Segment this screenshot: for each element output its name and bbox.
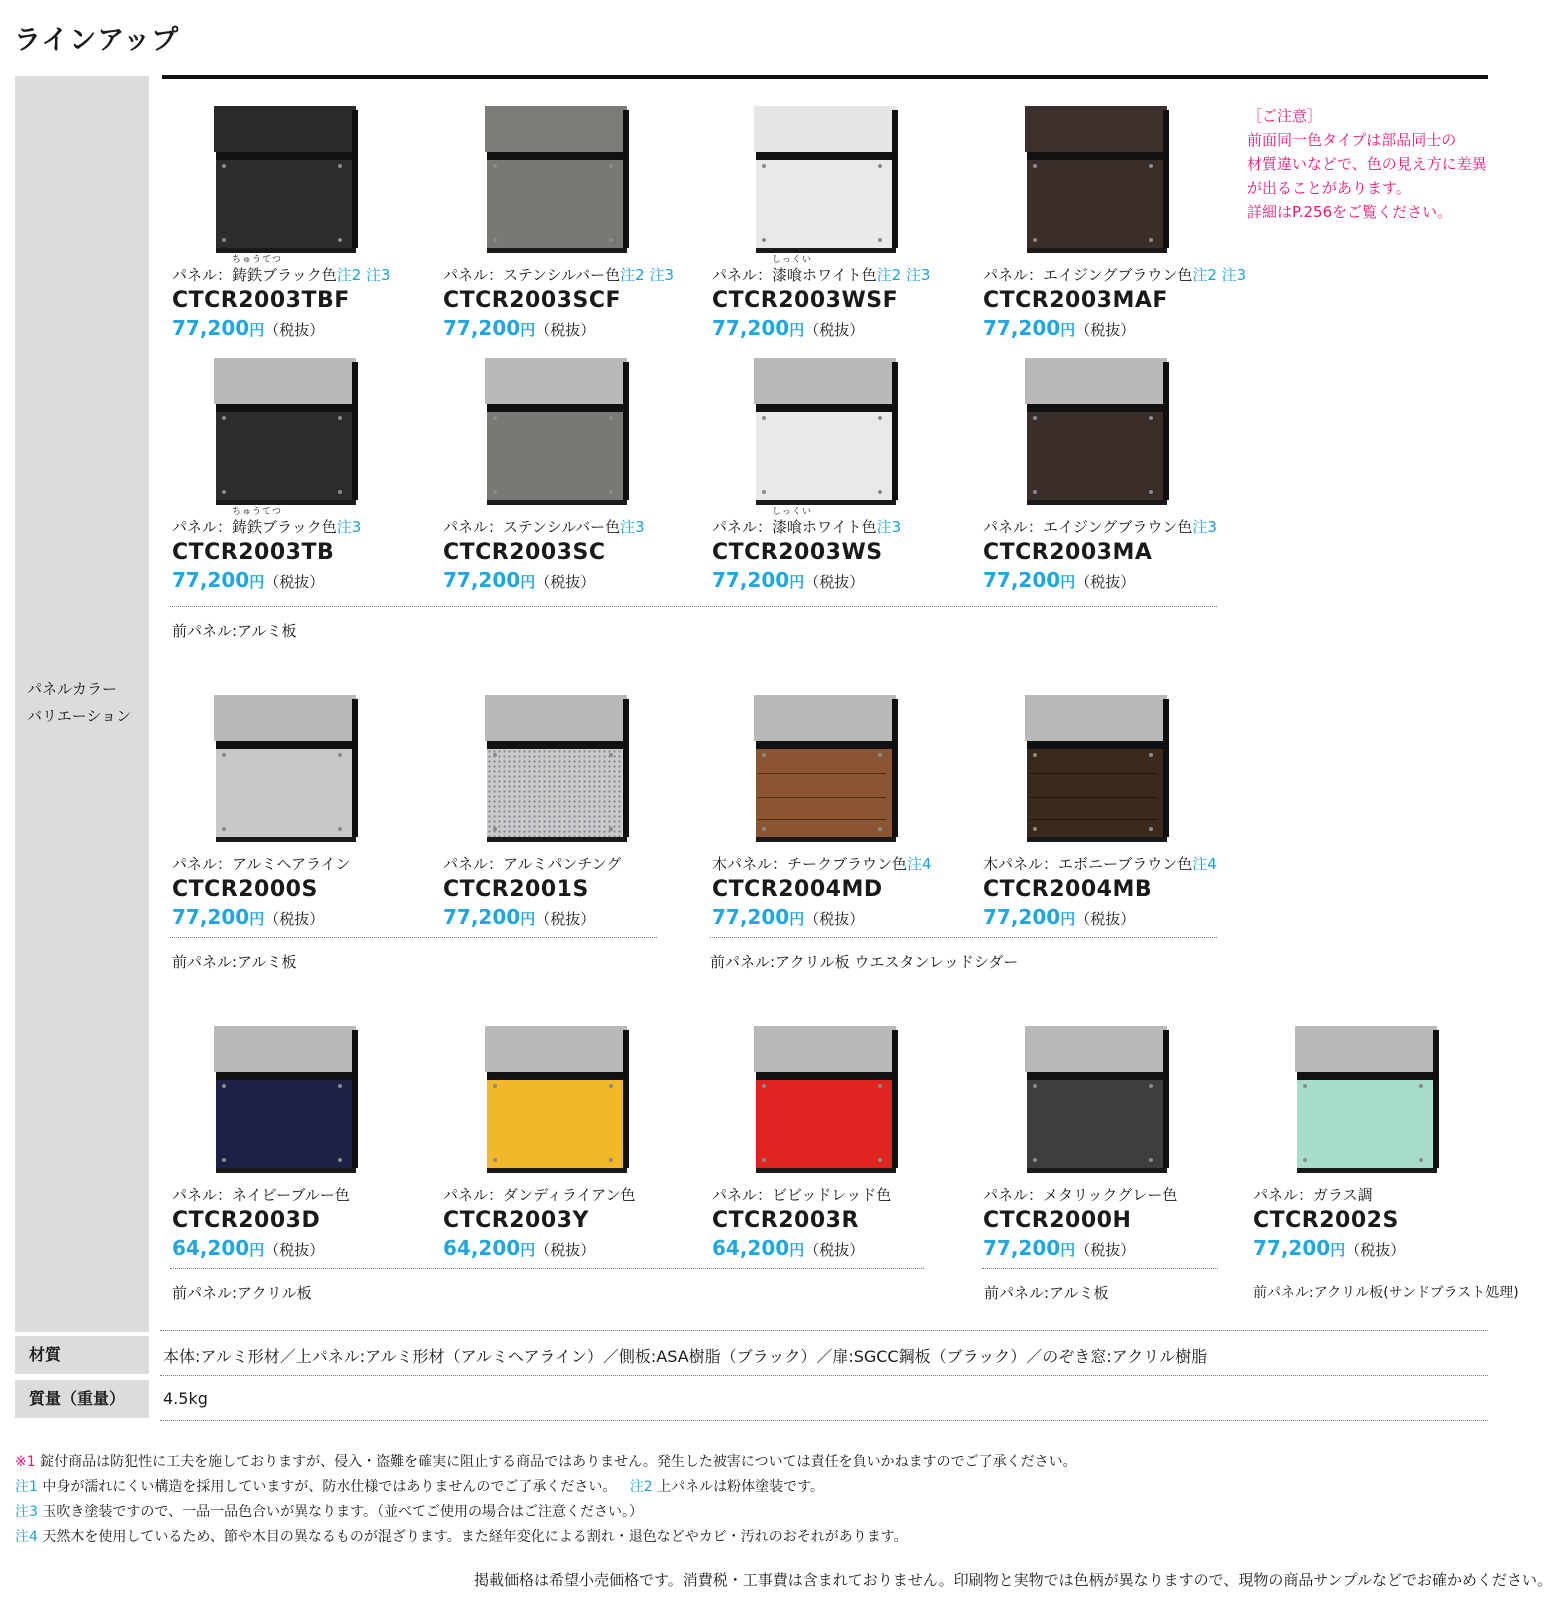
mail-slot	[756, 741, 896, 749]
mail-slot	[216, 1072, 356, 1080]
product-code: CTCR2003R	[712, 1208, 859, 1233]
screw	[1149, 416, 1153, 420]
mailbox-side	[892, 1030, 898, 1168]
screw	[222, 490, 226, 494]
product-code: CTCR2003WS	[712, 540, 883, 565]
panel-label: パネル：ガラス調	[1253, 1186, 1373, 1204]
mailbox-side	[623, 699, 629, 837]
screw	[1303, 1158, 1307, 1162]
mailbox-base	[487, 1168, 627, 1173]
screw	[338, 490, 342, 494]
product-price: 77,200円（税抜）	[172, 568, 325, 592]
note-ref: 注4	[1192, 855, 1217, 873]
mailbox-front-panel	[756, 160, 896, 248]
screw	[493, 416, 497, 420]
screw	[609, 753, 613, 757]
mailbox-top-panel	[214, 695, 356, 741]
mailbox-image	[214, 358, 358, 506]
panel-label: パネル：エイジングブラウン色注2 注3	[983, 266, 1247, 284]
mailbox-side	[892, 362, 898, 500]
product-price: 77,200円（税抜）	[712, 905, 865, 929]
material-value: 本体:アルミ形材／上パネル:アルミ形材（アルミヘアライン）／側板:ASA樹脂（ブラック）／扉:SGCC鋼板（ブラック）／のぞき窓:アクリル樹脂	[163, 1347, 1208, 1366]
screw	[493, 1084, 497, 1088]
screw	[762, 164, 766, 168]
mailbox-side	[1163, 699, 1169, 837]
screw	[1149, 164, 1153, 168]
mailbox-front-panel	[487, 412, 627, 500]
screw	[762, 238, 766, 242]
mail-slot	[756, 1072, 896, 1080]
product-code: CTCR2003SCF	[443, 288, 621, 313]
panel-label: パネル： ちゅうてつ 鋳鉄ブラック色注2 注3	[172, 255, 391, 284]
screw	[1149, 490, 1153, 494]
mail-slot	[216, 404, 356, 412]
product-price: 77,200円（税抜）	[983, 568, 1136, 592]
weight-value: 4.5kg	[163, 1389, 208, 1408]
mailbox-side	[352, 110, 358, 248]
product-code: CTCR2003D	[172, 1208, 321, 1233]
screw	[493, 753, 497, 757]
mailbox-top-panel	[1025, 358, 1167, 404]
mailbox-base	[1027, 248, 1167, 253]
mailbox-base	[756, 1168, 896, 1173]
screw	[762, 1158, 766, 1162]
mailbox-side	[892, 110, 898, 248]
screw	[1419, 1158, 1423, 1162]
product-price: 77,200円（税抜）	[983, 905, 1136, 929]
screw	[878, 827, 882, 831]
mailbox-top-panel	[1295, 1026, 1437, 1072]
mailbox-front-panel	[487, 1080, 627, 1168]
note-ref: 注3	[336, 518, 362, 536]
screw	[1033, 238, 1037, 242]
mailbox-image	[754, 695, 898, 843]
screw	[1033, 490, 1037, 494]
product-code: CTCR2003MA	[983, 540, 1153, 565]
mailbox-front-panel	[756, 749, 896, 837]
screw	[609, 1084, 613, 1088]
subnote-row4a: 前パネル:アクリル板	[172, 1284, 312, 1302]
panel-label: パネル：ビビッドレッド色	[712, 1186, 892, 1204]
product-code: CTCR2002S	[1253, 1208, 1399, 1233]
weight-label: 質量（重量）	[15, 1380, 149, 1418]
product-code: CTCR2003TB	[172, 540, 335, 565]
screw	[1419, 1084, 1423, 1088]
mailbox-base	[216, 1168, 356, 1173]
product-price: 64,200円（税抜）	[172, 1236, 325, 1260]
mailbox-image	[1025, 106, 1169, 254]
mailbox-base	[487, 248, 627, 253]
mailbox-image	[1295, 1026, 1439, 1174]
subnote-row3b: 前パネル:アクリル板 ウエスタンレッドシダー	[710, 953, 1019, 971]
disclaimer: 掲載価格は希望小売価格です。消費税・工事費は含まれておりません。印刷物と実物では色柄が異なりますので、現物の商品サンプルなどでお確かめください。	[473, 1571, 1552, 1589]
ruby-word: ちゅうてつ 鋳鉄	[232, 507, 283, 536]
mailbox-side	[892, 699, 898, 837]
mail-slot	[487, 1072, 627, 1080]
wood-plank-line	[758, 773, 886, 774]
mailbox-base	[487, 837, 627, 842]
product-code: CTCR2003Y	[443, 1208, 589, 1233]
caution-note: ［ご注意］ 前面同一色タイプは部品同士の 材質違いなどで、色の見え方に差異 が出ることがあります。 詳細はP.256をご覧ください。	[1247, 107, 1487, 221]
mailbox-image	[485, 358, 629, 506]
screw	[338, 753, 342, 757]
mailbox-front-panel	[216, 1080, 356, 1168]
screw	[222, 416, 226, 420]
mailbox-side	[623, 1030, 629, 1168]
mailbox-image	[485, 695, 629, 843]
screw	[609, 164, 613, 168]
screw	[1033, 164, 1037, 168]
screw	[762, 1084, 766, 1088]
screw	[762, 416, 766, 420]
panel-label: パネル： しっくい 漆喰ホワイト色注3	[712, 507, 902, 536]
screw	[338, 238, 342, 242]
screw	[762, 827, 766, 831]
ruby-word: ちゅうてつ 鋳鉄	[232, 255, 283, 284]
note-ref: 注4	[907, 855, 932, 873]
screw	[222, 753, 226, 757]
mailbox-side	[1433, 1030, 1439, 1168]
screw	[762, 753, 766, 757]
mailbox-side	[623, 110, 629, 248]
screw	[1149, 1084, 1153, 1088]
mailbox-image	[214, 695, 358, 843]
panel-label: パネル：ステンシルバー色注3	[443, 518, 645, 536]
screw	[609, 416, 613, 420]
mailbox-top-panel	[214, 358, 356, 404]
footnote-1: ※1 錠付商品は防犯性に工夫を施しておりますが、侵入・盗難を確実に阻止する商品ではありません。発生した被害については責任を負いかねますのでご了承ください。	[15, 1454, 1077, 1470]
screw	[1149, 753, 1153, 757]
product-price: 77,200円（税抜）	[443, 568, 596, 592]
screw	[222, 1158, 226, 1162]
mail-slot	[487, 404, 627, 412]
wood-plank-line	[1029, 819, 1157, 820]
mailbox-front-panel	[756, 412, 896, 500]
mail-slot	[1297, 1072, 1437, 1080]
panel-label: パネル：アルミヘアライン	[172, 855, 351, 873]
panel-label: パネル：エイジングブラウン色注3	[983, 518, 1217, 536]
subnote-row4b: 前パネル:アルミ板	[984, 1284, 1109, 1302]
wood-plank-line	[1029, 797, 1157, 798]
footnote-2: 注1 中身が濡れにくい構造を採用していますが、防水仕様ではありませんのでご了承ください。 注2 上パネルは粉体塗装です。	[15, 1479, 824, 1495]
screw	[493, 164, 497, 168]
product-price: 77,200円（税抜）	[172, 905, 325, 929]
screw	[338, 1158, 342, 1162]
product-price: 77,200円（税抜）	[983, 1236, 1136, 1260]
mailbox-front-panel	[1027, 160, 1167, 248]
mailbox-side	[352, 1030, 358, 1168]
screw	[609, 238, 613, 242]
side-label: パネルカラー バリエーション	[27, 680, 132, 725]
screw	[338, 827, 342, 831]
mailbox-image	[754, 358, 898, 506]
product-code: CTCR2003WSF	[712, 288, 899, 313]
mailbox-base	[1297, 1168, 1437, 1173]
separator	[160, 1420, 1488, 1421]
note-ref: 注3	[1192, 518, 1217, 536]
panel-label: パネル： ちゅうてつ 鋳鉄ブラック色注3	[172, 507, 362, 536]
mailbox-top-panel	[214, 106, 356, 152]
subnote-row4c: 前パネル:アクリル板(サンドブラスト処理)	[1253, 1285, 1519, 1301]
mailbox-front-panel	[1027, 749, 1167, 837]
screw	[762, 490, 766, 494]
separator	[982, 1268, 1218, 1269]
mailbox-top-panel	[754, 358, 896, 404]
screw	[1033, 827, 1037, 831]
product-code: CTCR2004MD	[712, 877, 883, 902]
note-ref: 注3	[876, 518, 902, 536]
product-code: CTCR2003MAF	[983, 288, 1168, 313]
screw	[1149, 1158, 1153, 1162]
mailbox-image	[485, 1026, 629, 1174]
screw	[1033, 416, 1037, 420]
panel-label: パネル： しっくい 漆喰ホワイト色注2 注3	[712, 255, 931, 284]
mailbox-top-panel	[754, 1026, 896, 1072]
mailbox-image	[214, 106, 358, 254]
screw	[609, 827, 613, 831]
mailbox-image	[1025, 695, 1169, 843]
separator	[170, 937, 657, 938]
note-ref: 注2 注3	[620, 266, 675, 284]
screw	[493, 490, 497, 494]
top-rule	[162, 75, 1488, 79]
panel-label: 木パネル：チークブラウン色注4	[712, 855, 932, 873]
wood-plank-line	[1029, 773, 1157, 774]
separator	[170, 1268, 924, 1269]
mailbox-image	[754, 1026, 898, 1174]
page-title: ラインアップ	[14, 25, 180, 56]
subnote-row2: 前パネル:アルミ板	[172, 622, 297, 640]
screw	[1033, 753, 1037, 757]
subnote-row3a: 前パネル:アルミ板	[172, 953, 297, 971]
mailbox-top-panel	[1025, 695, 1167, 741]
panel-label: パネル：ステンシルバー色注2 注3	[443, 266, 675, 284]
mail-slot	[487, 741, 627, 749]
mailbox-front-panel	[756, 1080, 896, 1168]
screw	[222, 164, 226, 168]
product-price: 77,200円（税抜）	[712, 316, 865, 340]
mailbox-front-panel	[487, 160, 627, 248]
screw	[1149, 827, 1153, 831]
mail-slot	[756, 404, 896, 412]
mailbox-side	[623, 362, 629, 500]
wood-plank-line	[758, 819, 886, 820]
mailbox-front-panel	[1027, 1080, 1167, 1168]
product-code: CTCR2001S	[443, 877, 589, 902]
note-ref: 注2 注3	[876, 266, 931, 284]
mailbox-top-panel	[754, 695, 896, 741]
product-price: 64,200円（税抜）	[712, 1236, 865, 1260]
mailbox-top-panel	[1025, 1026, 1167, 1072]
mailbox-front-panel	[487, 749, 627, 837]
mail-slot	[487, 152, 627, 160]
note-ref: 注3	[620, 518, 645, 536]
screw	[878, 1158, 882, 1162]
mailbox-top-panel	[214, 1026, 356, 1072]
mailbox-side	[352, 362, 358, 500]
screw	[878, 164, 882, 168]
screw	[1033, 1084, 1037, 1088]
mail-slot	[216, 152, 356, 160]
footnote-3: 注3 玉吹き塗装ですので、一品一品色合いが異なります。（並べてご使用の場合はご注意ください。）	[15, 1504, 643, 1520]
product-code: CTCR2000H	[983, 1208, 1132, 1233]
mailbox-front-panel	[1297, 1080, 1437, 1168]
mailbox-image	[214, 1026, 358, 1174]
screw	[222, 827, 226, 831]
screw	[222, 238, 226, 242]
screw	[1303, 1084, 1307, 1088]
mailbox-image	[754, 106, 898, 254]
separator	[170, 606, 1217, 607]
mailbox-front-panel	[216, 160, 356, 248]
panel-label: 木パネル：エボニーブラウン色注4	[983, 855, 1217, 873]
screw	[338, 164, 342, 168]
screw	[609, 1158, 613, 1162]
wood-plank-line	[758, 797, 886, 798]
mail-slot	[1027, 152, 1167, 160]
screw	[1149, 238, 1153, 242]
mailbox-side	[352, 699, 358, 837]
note-ref: 注2 注3	[336, 266, 391, 284]
mailbox-base	[1027, 837, 1167, 842]
mailbox-side	[1163, 110, 1169, 248]
separator	[710, 937, 1217, 938]
screw	[609, 490, 613, 494]
screw	[493, 827, 497, 831]
screw	[878, 753, 882, 757]
screw	[493, 238, 497, 242]
screw	[878, 238, 882, 242]
mail-slot	[756, 152, 896, 160]
mailbox-front-panel	[1027, 412, 1167, 500]
mail-slot	[1027, 1072, 1167, 1080]
mailbox-base	[216, 837, 356, 842]
product-code: CTCR2000S	[172, 877, 318, 902]
mailbox-top-panel	[485, 1026, 627, 1072]
product-price: 77,200円（税抜）	[443, 905, 596, 929]
screw	[338, 1084, 342, 1088]
product-price: 64,200円（税抜）	[443, 1236, 596, 1260]
mailbox-side	[1163, 362, 1169, 500]
mailbox-front-panel	[216, 412, 356, 500]
mailbox-image	[485, 106, 629, 254]
note-ref: 注2 注3	[1192, 266, 1247, 284]
product-price: 77,200円（税抜）	[712, 568, 865, 592]
screw	[878, 490, 882, 494]
mailbox-top-panel	[485, 106, 627, 152]
panel-label: パネル：ネイビーブルー色	[172, 1186, 350, 1204]
mail-slot	[1027, 404, 1167, 412]
mailbox-image	[1025, 358, 1169, 506]
mailbox-base	[756, 837, 896, 842]
product-price: 77,200円（税抜）	[983, 316, 1136, 340]
product-code: CTCR2004MB	[983, 877, 1153, 902]
screw	[878, 416, 882, 420]
mail-slot	[1027, 741, 1167, 749]
product-code: CTCR2003TBF	[172, 288, 350, 313]
mailbox-base	[1027, 500, 1167, 505]
mailbox-base	[487, 500, 627, 505]
material-label: 材質	[15, 1336, 149, 1374]
mailbox-top-panel	[485, 695, 627, 741]
product-price: 77,200円（税抜）	[443, 316, 596, 340]
panel-label: パネル：アルミパンチング	[443, 855, 622, 873]
mailbox-image	[1025, 1026, 1169, 1174]
separator	[160, 1375, 1488, 1376]
product-price: 77,200円（税抜）	[1253, 1236, 1406, 1260]
screw	[338, 416, 342, 420]
mailbox-top-panel	[1025, 106, 1167, 152]
separator	[160, 1330, 1488, 1331]
ruby-word: しっくい 漆喰	[772, 507, 813, 536]
screw	[493, 1158, 497, 1162]
mailbox-top-panel	[754, 106, 896, 152]
footnotes	[15, 1450, 1077, 1550]
mailbox-base	[1027, 1168, 1167, 1173]
mailbox-top-panel	[485, 358, 627, 404]
footnote-4: 注4 天然木を使用しているため、節や木目の異なるものが混ざります。また経年変化による割れ・退色などやカビ・汚れのおそれがあります。	[15, 1529, 908, 1545]
screw	[222, 1084, 226, 1088]
product-price: 77,200円（税抜）	[172, 316, 325, 340]
panel-label: パネル：ダンディライアン色	[443, 1186, 636, 1204]
screw	[878, 1084, 882, 1088]
mail-slot	[216, 741, 356, 749]
product-code: CTCR2003SC	[443, 540, 606, 565]
mailbox-front-panel	[216, 749, 356, 837]
mailbox-side	[1163, 1030, 1169, 1168]
panel-label: パネル：メタリックグレー色	[983, 1186, 1178, 1204]
ruby-word: しっくい 漆喰	[772, 255, 813, 284]
screw	[1033, 1158, 1037, 1162]
